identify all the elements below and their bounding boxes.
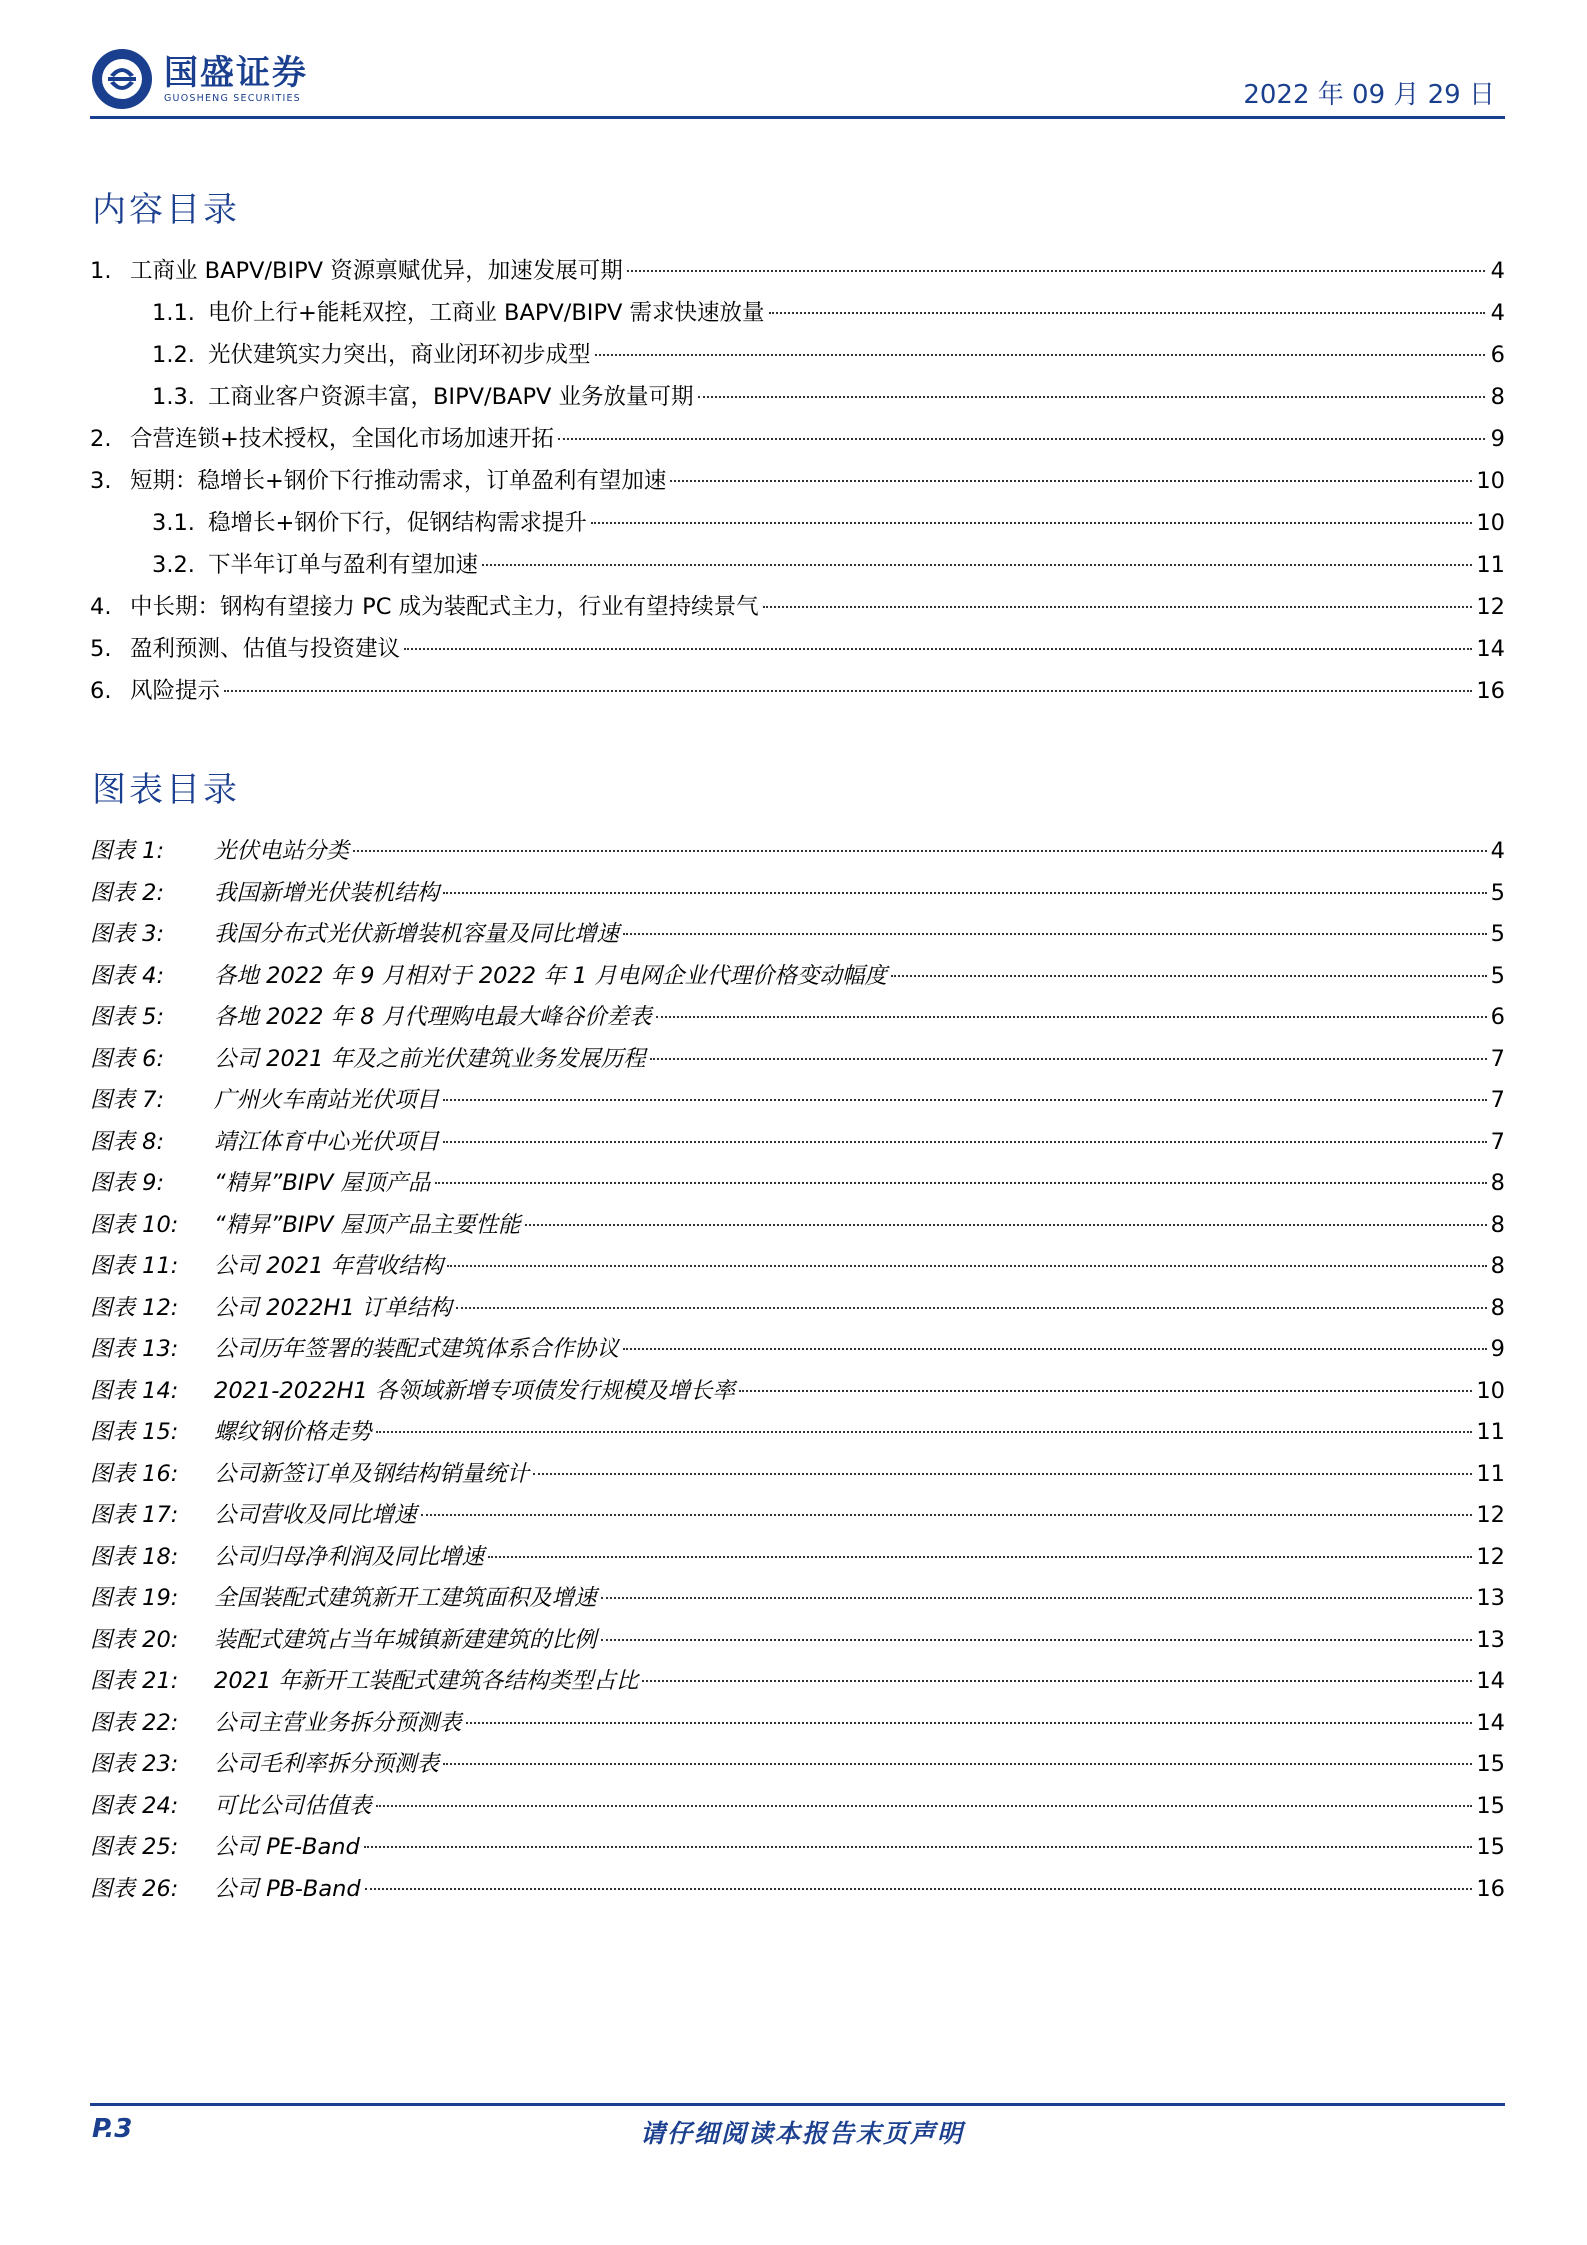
figure-entry-label: 图表 18:: [90, 1543, 179, 1570]
figure-entry-label: 图表 10:: [90, 1211, 179, 1238]
figure-entry[interactable]: [90, 1786, 1505, 1828]
leader-dots: [456, 1307, 1487, 1309]
figure-entry-page: 11: [1476, 1419, 1505, 1445]
toc-entry-title: 下半年订单与盈利有望加速: [208, 552, 479, 578]
toc-entry-title: 工商业 BAPV/BIPV 资源禀赋优异，加速发展可期: [130, 258, 623, 284]
figure-entry[interactable]: [90, 1661, 1505, 1703]
figure-entry-label: 图表 11:: [90, 1253, 179, 1279]
toc-entry[interactable]: [90, 418, 1505, 460]
figure-entry[interactable]: [90, 1827, 1505, 1869]
leader-dots: [443, 1099, 1487, 1101]
figure-entry-title: 2021-2022H1 各领域新增专项债发行规模及增长率: [214, 1377, 736, 1404]
figure-entry[interactable]: [90, 1163, 1505, 1205]
toc-entry-title: 电价上行+能耗双控，工商业 BAPV/BIPV 需求快速放量: [208, 300, 765, 326]
figure-entry-page: 13: [1476, 1626, 1505, 1653]
figure-entry-title: 公司 2021 年营收结构: [214, 1253, 444, 1279]
toc-entry-title: 盈利预测、估值与投资建议: [130, 636, 401, 662]
leader-dots: [601, 1639, 1473, 1641]
figure-entry[interactable]: [90, 873, 1505, 915]
figure-entry-page: 16: [1476, 1875, 1505, 1902]
toc-entry-title: 中长期：钢构有望接力 PC 成为装配式主力，行业有望持续景气: [130, 594, 759, 620]
figure-entry-page: 7: [1490, 1128, 1505, 1155]
toc-entry-title: 稳增长+钢价下行，促钢结构需求提升: [208, 510, 587, 536]
toc-entry-number: 3.2.: [152, 552, 195, 578]
figure-entry-title: 公司历年签署的装配式建筑体系合作协议: [214, 1336, 620, 1362]
figure-entry[interactable]: [90, 1454, 1505, 1496]
figure-entry-title: 装配式建筑占当年城镇新建建筑的比例: [214, 1626, 597, 1653]
figure-entry-title: 公司营收及同比增速: [214, 1502, 417, 1528]
leader-dots: [623, 1348, 1487, 1350]
figure-entry-page: 8: [1490, 1253, 1505, 1279]
figure-entry-title: 我国分布式光伏新增装机容量及同比增速: [214, 921, 620, 947]
figure-entry-title: 光伏电站分类: [214, 838, 350, 864]
figure-entry-label: 图表 21:: [90, 1668, 179, 1694]
toc-entry[interactable]: [90, 334, 1505, 376]
figure-entry-label: 图表 22:: [90, 1709, 179, 1736]
figure-entry-page: 4: [1490, 838, 1505, 864]
figure-entry[interactable]: [90, 1578, 1505, 1620]
toc-entry-page: 4: [1490, 300, 1505, 326]
figure-entry-title: 我国新增光伏装机结构: [214, 879, 440, 906]
footer-divider: [90, 2103, 1505, 2106]
figure-entry-label: 图表 25:: [90, 1834, 179, 1860]
figure-entry-title: 螺纹钢价格走势: [214, 1419, 372, 1445]
toc-entry-number: 1.3.: [152, 384, 195, 410]
leader-dots: [443, 1763, 1472, 1765]
figure-entry-label: 图表 24:: [90, 1792, 179, 1819]
toc-entry-title: 光伏建筑实力突出，商业闭环初步成型: [208, 342, 591, 368]
figures-title: 图表目录: [92, 770, 240, 810]
leader-dots: [627, 270, 1485, 272]
toc-entry-title: 短期：稳增长+钢价下行推动需求，订单盈利有望加速: [130, 468, 667, 494]
leader-dots: [435, 1182, 1487, 1184]
toc-entry-page: 11: [1476, 552, 1505, 578]
figure-entry-page: 15: [1476, 1792, 1505, 1819]
toc-entry-number: 1.: [90, 258, 112, 284]
figure-entry-page: 14: [1476, 1709, 1505, 1736]
leader-dots: [623, 933, 1487, 935]
figure-entry-title: 公司主营业务拆分预测表: [214, 1709, 462, 1736]
figure-entry-page: 9: [1490, 1336, 1505, 1362]
figure-entry-label: 图表 15:: [90, 1419, 179, 1445]
leader-dots: [763, 606, 1473, 608]
figure-entry[interactable]: [90, 1537, 1505, 1579]
toc-entry[interactable]: [90, 628, 1505, 670]
logo-english-name: GUOSHENG SECURITIES: [164, 93, 301, 104]
figure-entry[interactable]: [90, 1039, 1505, 1081]
figure-entry-title: 各地 2022 年 8 月代理购电最大峰谷价差表: [214, 1004, 652, 1030]
toc-entry-page: 9: [1490, 426, 1505, 452]
figure-entry-label: 图表 14:: [90, 1377, 179, 1404]
figure-entry-page: 7: [1490, 1045, 1505, 1072]
figure-entry-page: 12: [1476, 1543, 1505, 1570]
figure-entry-title: 靖江体育中心光伏项目: [214, 1128, 440, 1155]
toc-entry[interactable]: [90, 292, 1505, 334]
contents-title: 内容目录: [92, 190, 240, 230]
leader-dots: [224, 690, 1472, 692]
toc-entry[interactable]: [90, 544, 1505, 586]
toc-entry-page: 8: [1490, 384, 1505, 410]
leader-dots: [656, 1016, 1487, 1018]
figure-entry-label: 图表 17:: [90, 1502, 179, 1528]
figure-entry-label: 图表 20:: [90, 1626, 179, 1653]
figure-entry[interactable]: [90, 1080, 1505, 1122]
leader-dots: [769, 312, 1485, 314]
footer-disclaimer: 请仔细阅读本报告末页声明: [640, 2119, 965, 2148]
figure-entry-label: 图表 13:: [90, 1336, 179, 1362]
figure-entry-title: 公司 2021 年及之前光伏建筑业务发展历程: [214, 1045, 646, 1072]
leader-dots: [421, 1514, 1473, 1516]
toc-entry-number: 4.: [90, 594, 112, 620]
figure-entry-title: 各地 2022 年 9 月相对于 2022 年 1 月电网企业代理价格变动幅度: [214, 962, 887, 989]
leader-dots: [488, 1556, 1472, 1558]
toc-entry[interactable]: [90, 502, 1505, 544]
figure-entry-label: 图表 9:: [90, 1170, 165, 1196]
figure-entry-label: 图表 7:: [90, 1087, 165, 1113]
figure-entry-label: 图表 1:: [90, 838, 165, 864]
figure-entry[interactable]: [90, 1412, 1505, 1454]
figure-entry[interactable]: [90, 1371, 1505, 1413]
toc-entry-number: 5.: [90, 636, 112, 662]
leader-dots: [353, 850, 1487, 852]
figure-entry-title: 公司 PB-Band: [214, 1875, 361, 1902]
figure-entry-title: 可比公司估值表: [214, 1792, 372, 1819]
figure-entry-page: 11: [1476, 1460, 1505, 1487]
report-date: 2022 年 09 月 29 日: [1243, 80, 1495, 110]
figure-entry-title: 全国装配式建筑新开工建筑面积及增速: [214, 1585, 597, 1611]
figure-entry-title: 公司新签订单及钢结构销量统计: [214, 1460, 530, 1487]
figure-entry[interactable]: [90, 1703, 1505, 1745]
toc-entry-page: 16: [1476, 678, 1505, 704]
figure-entry[interactable]: [90, 1288, 1505, 1330]
leader-dots: [447, 1265, 1487, 1267]
figure-entry-page: 12: [1476, 1502, 1505, 1528]
leader-dots: [376, 1805, 1473, 1807]
leader-dots: [650, 1058, 1487, 1060]
leader-dots: [591, 522, 1473, 524]
page-number: P.3: [92, 2114, 133, 2144]
toc-entry[interactable]: [90, 670, 1505, 712]
figure-entry[interactable]: [90, 956, 1505, 998]
header-divider: [90, 116, 1505, 119]
figure-entry-title: 公司归母净利润及同比增速: [214, 1543, 485, 1570]
figure-entry-label: 图表 4:: [90, 962, 165, 989]
figure-entry[interactable]: [90, 1620, 1505, 1662]
leader-dots: [443, 892, 1487, 894]
leader-dots: [525, 1224, 1487, 1226]
figure-entry-page: 8: [1490, 1211, 1505, 1238]
figure-entry-page: 6: [1490, 1004, 1505, 1030]
figure-entry[interactable]: [90, 1869, 1505, 1911]
figure-entry-page: 5: [1490, 921, 1505, 947]
figure-entry-page: 15: [1476, 1751, 1505, 1777]
leader-dots: [891, 975, 1487, 977]
figure-entry-label: 图表 16:: [90, 1460, 179, 1487]
toc-entry-page: 4: [1490, 258, 1505, 284]
toc-entry-number: 6.: [90, 678, 112, 704]
contents-list: [90, 250, 1505, 712]
toc-entry-title: 工商业客户资源丰富，BIPV/BAPV 业务放量可期: [208, 384, 694, 410]
leader-dots: [670, 480, 1472, 482]
leader-dots: [482, 564, 1472, 566]
figure-entry-title: 公司 PE-Band: [214, 1834, 360, 1860]
leader-dots: [376, 1431, 1473, 1433]
figure-entry[interactable]: [90, 1329, 1505, 1371]
figure-entry-page: 13: [1476, 1585, 1505, 1611]
toc-entry-number: 3.: [90, 468, 112, 494]
figure-entry[interactable]: [90, 831, 1505, 873]
company-logo: [90, 46, 308, 112]
toc-entry-page: 10: [1476, 510, 1505, 536]
figure-entry[interactable]: [90, 914, 1505, 956]
figure-entry-page: 14: [1476, 1668, 1505, 1694]
leader-dots: [466, 1722, 1473, 1724]
figure-entry-label: 图表 2:: [90, 879, 165, 906]
figure-entry-title: 公司 2022H1 订单结构: [214, 1294, 452, 1321]
figure-entry-label: 图表 26:: [90, 1875, 179, 1902]
figure-entry-label: 图表 5:: [90, 1004, 165, 1030]
toc-entry-title: 合营连锁+技术授权，全国化市场加速开拓: [130, 426, 554, 452]
leader-dots: [739, 1390, 1472, 1392]
figure-entry-page: 8: [1490, 1294, 1505, 1321]
figure-entry-label: 图表 19:: [90, 1585, 179, 1611]
toc-entry-page: 6: [1490, 342, 1505, 368]
leader-dots: [443, 1141, 1487, 1143]
leader-dots: [698, 396, 1485, 398]
figure-entry-page: 15: [1476, 1834, 1505, 1860]
figure-entry[interactable]: [90, 1122, 1505, 1164]
figure-entry-title: “精昇”BIPV 屋顶产品主要性能: [214, 1211, 521, 1238]
page-header: [90, 46, 1505, 118]
toc-entry-number: 1.2.: [152, 342, 195, 368]
figure-entry-title: 2021 年新开工装配式建筑各结构类型占比: [214, 1668, 639, 1694]
figures-list: [90, 831, 1505, 1910]
figure-entry-page: 7: [1490, 1087, 1505, 1113]
figure-entry[interactable]: [90, 1495, 1505, 1537]
figure-entry-title: 公司毛利率拆分预测表: [214, 1751, 440, 1777]
figure-entry-page: 10: [1476, 1377, 1505, 1404]
figure-entry-title: 广州火车南站光伏项目: [214, 1087, 440, 1113]
toc-entry-number: 1.1.: [152, 300, 195, 326]
figure-entry-label: 图表 3:: [90, 921, 165, 947]
leader-dots: [595, 354, 1485, 356]
toc-entry-number: 2.: [90, 426, 112, 452]
toc-entry[interactable]: [90, 586, 1505, 628]
toc-entry-page: 10: [1476, 468, 1505, 494]
figure-entry-label: 图表 8:: [90, 1128, 165, 1155]
toc-entry-number: 3.1.: [152, 510, 195, 536]
figure-entry-label: 图表 6:: [90, 1045, 165, 1072]
figure-entry-title: “精昇”BIPV 屋顶产品: [214, 1170, 431, 1196]
figure-entry-page: 5: [1490, 879, 1505, 906]
toc-entry[interactable]: [90, 376, 1505, 418]
figure-entry[interactable]: [90, 1205, 1505, 1247]
leader-dots: [642, 1680, 1472, 1682]
leader-dots: [558, 438, 1485, 440]
figure-entry-page: 8: [1490, 1170, 1505, 1196]
figure-entry[interactable]: [90, 1246, 1505, 1288]
leader-dots: [601, 1597, 1473, 1599]
figure-entry-label: 图表 12:: [90, 1294, 179, 1321]
figure-entry[interactable]: [90, 1744, 1505, 1786]
leader-dots: [533, 1473, 1472, 1475]
toc-entry[interactable]: [90, 250, 1505, 292]
logo-mark-icon: [90, 47, 154, 111]
leader-dots: [404, 648, 1472, 650]
toc-entry-title: 风险提示: [130, 678, 221, 704]
leader-dots: [365, 1888, 1473, 1890]
figure-entry[interactable]: [90, 997, 1505, 1039]
toc-entry[interactable]: [90, 460, 1505, 502]
figure-entry-label: 图表 23:: [90, 1751, 179, 1777]
logo-chinese-name: 国盛证券: [164, 53, 308, 93]
toc-entry-page: 14: [1476, 636, 1505, 662]
toc-entry-page: 12: [1476, 594, 1505, 620]
leader-dots: [364, 1846, 1473, 1848]
figure-entry-page: 5: [1490, 962, 1505, 989]
